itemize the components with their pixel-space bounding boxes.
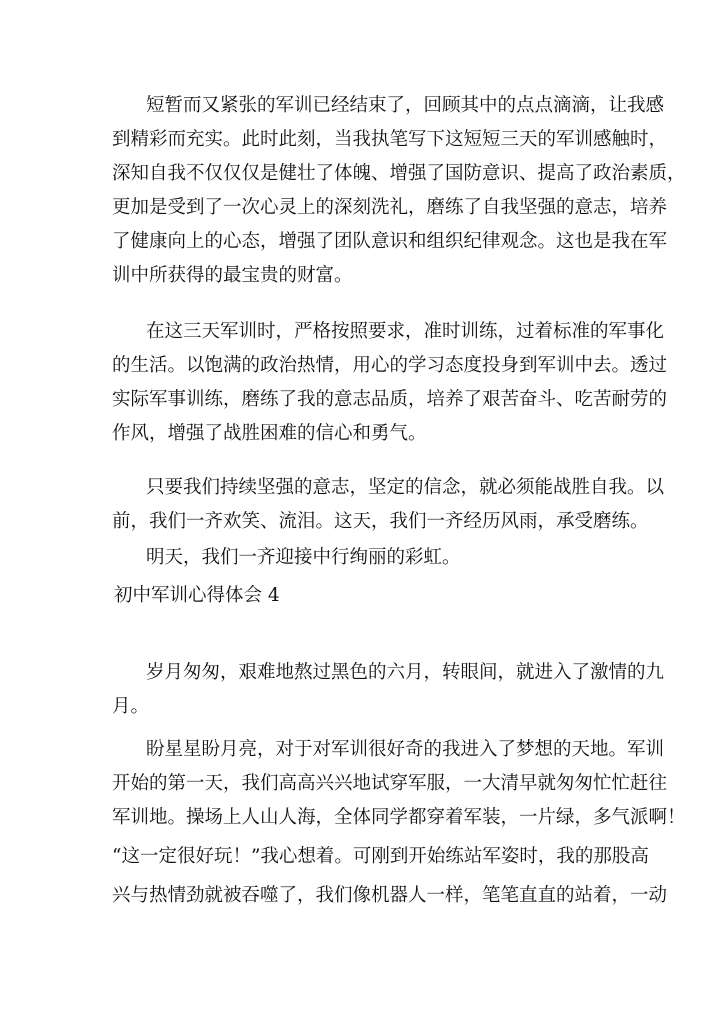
paragraph-5-line-1: 岁月匆匆，艰难地熬过黑色的六月，转眼间，就进入了激情的九 [146,662,665,683]
paragraph-6-line-3: 军训地。操场上人山人海，全体同学都穿着军装，一片绿，多气派啊！ [112,807,686,828]
paragraph-2-line-4: 作风，增强了战胜困难的信心和勇气。 [112,423,427,444]
paragraph-3-line-1: 只要我们持续坚强的意志，坚定的信念，就必须能战胜自我。以 [146,477,665,498]
paragraph-5-line-2: 月。 [112,696,150,717]
paragraph-1-line-5: 了健康向上的心态，增强了团队意识和组织纪律观念。这也是我在军 [112,231,668,252]
paragraph-1-line-2: 到精彩而充实。此时此刻，当我执笔写下这短短三天的军训感触时， [112,129,668,150]
paragraph-1-line-3: 深知自我不仅仅仅是健壮了体魄、增强了国防意识、提高了政治素质， [112,163,686,184]
paragraph-4-line-1: 明天，我们一齐迎接中行绚丽的彩虹。 [146,547,461,568]
paragraph-6-line-4: “这一定很好玩！”我心想着。可刚到开始练站军姿时，我的那股高 [112,846,649,867]
paragraph-1-line-1: 短暂而又紧张的军训已经结束了，回顾其中的点点滴滴，让我感 [146,95,665,116]
paragraph-6-line-2: 开始的第一天，我们高高兴兴地试穿军服，一大清早就匆匆忙忙赶往 [112,773,668,794]
paragraph-6-line-5: 兴与热情劲就被吞噬了，我们像机器人一样，笔笔直直的站着，一动 [112,885,668,906]
section-heading: 初中军训心得体会 4 [114,585,280,606]
paragraph-2-line-3: 实际军事训练，磨练了我的意志品质，培养了艰苦奋斗、吃苦耐劳的 [112,389,668,410]
paragraph-6-line-1: 盼星星盼月亮，对于对军训很好奇的我进入了梦想的天地。军训 [146,739,665,760]
paragraph-2-line-1: 在这三天军训时，严格按照要求，准时训练，过着标准的军事化 [146,321,665,342]
paragraph-2-line-2: 的生活。以饱满的政治热情，用心的学习态度投身到军训中去。透过 [112,355,668,376]
paragraph-1-line-4: 更加是受到了一次心灵上的深刻洗礼，磨练了自我坚强的意志，培养 [112,197,668,218]
paragraph-3-line-2: 前，我们一齐欢笑、流泪。这天，我们一齐经历风雨，承受磨练。 [112,511,649,532]
paragraph-1-line-6: 训中所获得的最宝贵的财富。 [112,265,353,286]
